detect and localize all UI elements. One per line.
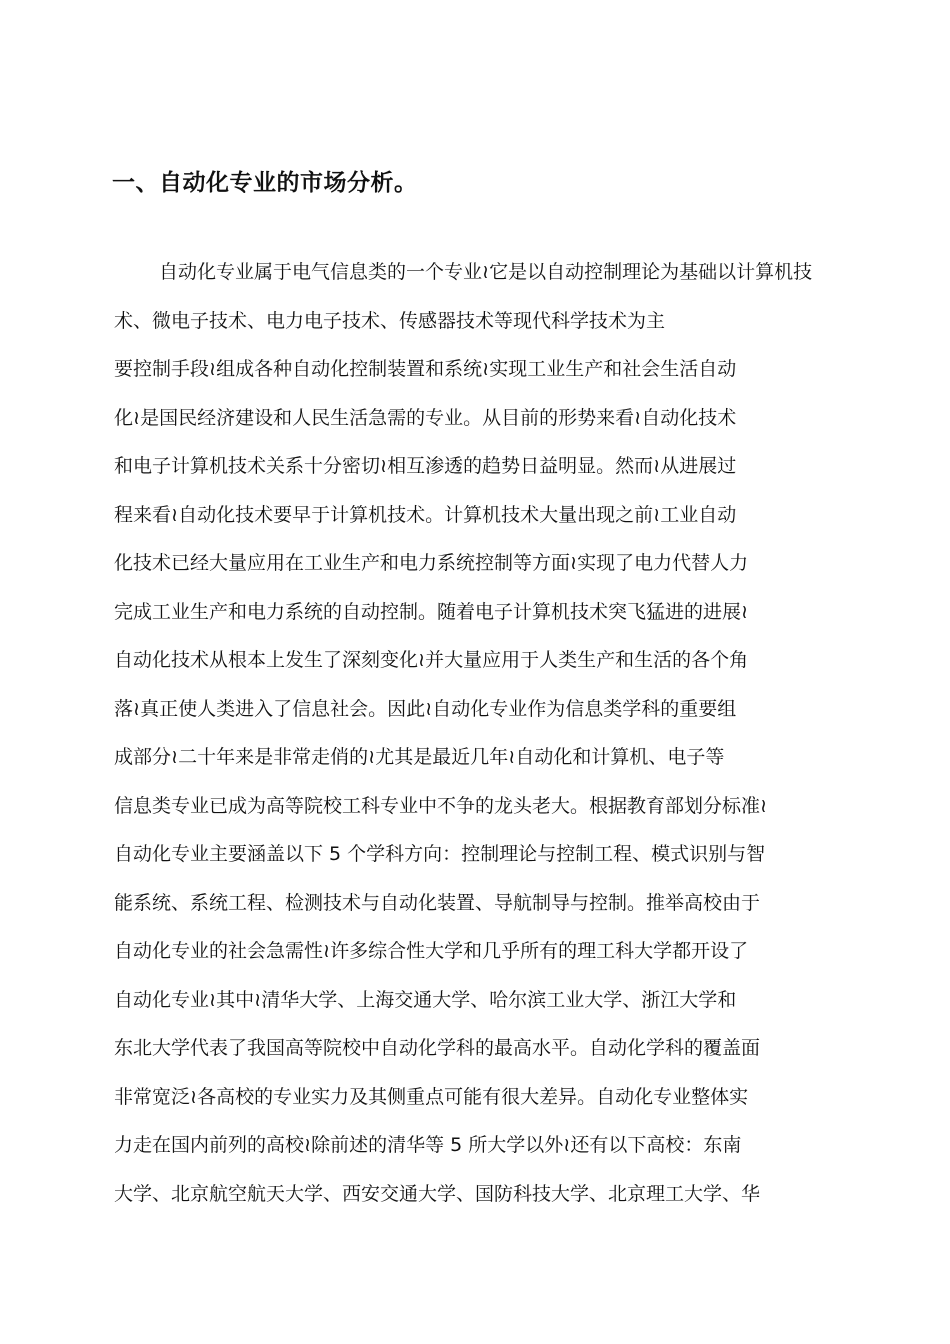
text-line: 自动化技术从根本上发生了深刻变化≀并大量应用于人类生产和生活的各个角 — [114, 649, 749, 671]
text-line: 成部分≀二十年来是非常走俏的≀尤其是最近几年≀自动化和计算机、电子等 — [114, 746, 725, 768]
text-line: 化技术已经大量应用在工业生产和电力系统控制等方面≀实现了电力代替人力 — [114, 552, 749, 574]
text-line: 自动化专业属于电气信息类的一个专业≀它是以自动控制理论为基础以计算机技 — [159, 261, 813, 283]
text-line: 力走在国内前列的高校≀除前述的清华等 5 所大学以外≀还有以下高校：东南 — [114, 1134, 742, 1156]
text-line: 要控制手段≀组成各种自动化控制装置和系统≀实现工业生产和社会生活自动 — [114, 358, 737, 380]
text-line: 程来看≀自动化技术要早于计算机技术。计算机技术大量出现之前≀工业自动 — [114, 503, 737, 526]
text-line: 和电子计算机技术关系十分密切≀相互渗透的趋势日益明显。然而≀从进展过 — [114, 455, 737, 477]
text-line: 能系统、系统工程、检测技术与自动化装置、导航制导与控制。推举高校由于 — [114, 891, 761, 914]
text-line: 完成工业生产和电力系统的自动控制。随着电子计算机技术突飞猛进的进展≀ — [114, 600, 749, 623]
text-line: 自动化专业≀其中≀清华大学、上海交通大学、哈尔滨工业大学、浙江大学和 — [114, 988, 737, 1011]
text-line: 大学、北京航空航天大学、西安交通大学、国防科技大学、北京理工大学、华 — [114, 1182, 761, 1205]
text-line: 化≀是国民经济建设和人民生活急需的专业。从目前的形势来看≀自动化技术 — [114, 406, 737, 429]
text-line: 术、微电子技术、电力电子技术、传感器技术等现代科学技术为主 — [114, 309, 666, 332]
text-line: 自动化专业的社会急需性≀许多综合性大学和几乎所有的理工科大学都开设了 — [114, 940, 749, 962]
text-line: 非常宽泛≀各高校的专业实力及其侧重点可能有很大差异。自动化专业整体实 — [114, 1085, 749, 1108]
text-line: 自动化专业主要涵盖以下 5 个学科方向：控制理论与控制工程、模式识别与智 — [114, 843, 766, 865]
text-line: 落≀真正使人类进入了信息社会。因此≀自动化专业作为信息类学科的重要组 — [114, 697, 737, 720]
section-heading: 一、自动化专业的市场分析。 — [112, 170, 418, 196]
text-line: 东北大学代表了我国高等院校中自动化学科的最高水平。自动化学科的覆盖面 — [114, 1037, 761, 1059]
text-line: 信息类专业已成为高等院校工科专业中不争的龙头老大。根据教育部划分标准≀ — [114, 794, 768, 817]
body-text — [114, 256, 844, 1226]
